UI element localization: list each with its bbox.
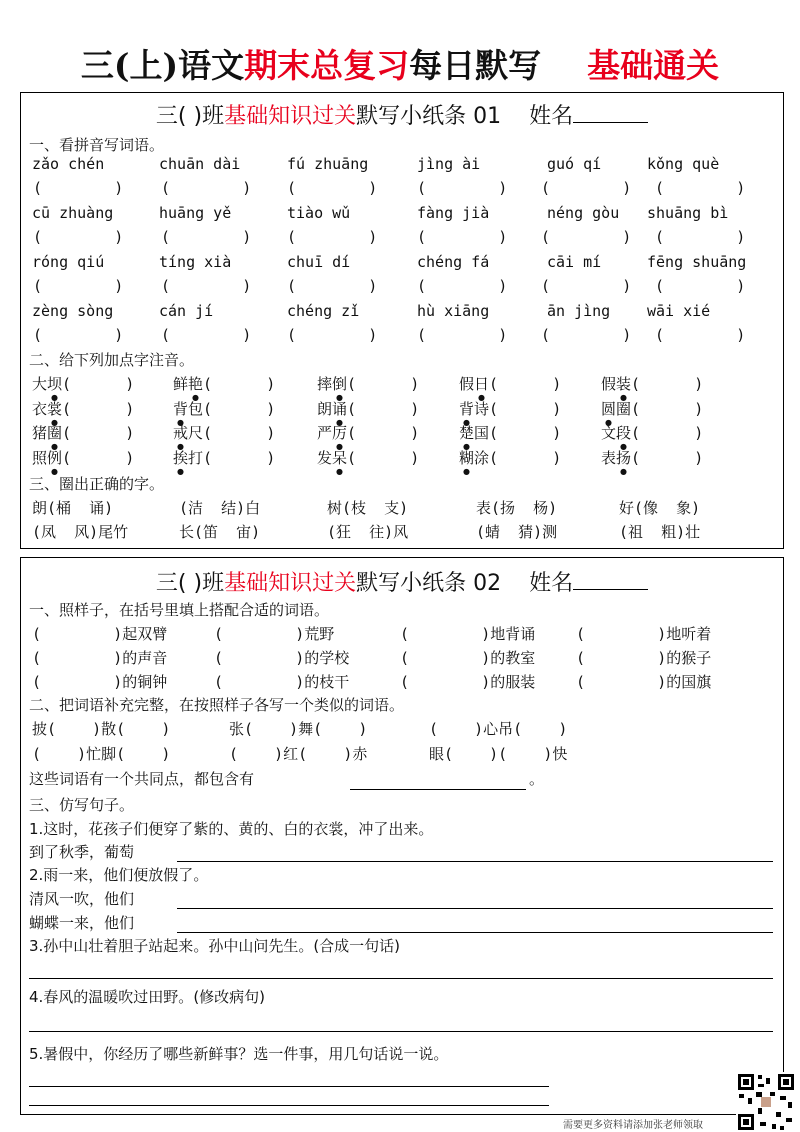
answer-paren[interactable]: ( ) [62, 399, 135, 418]
class-label: 三( )班 [155, 104, 225, 129]
answer-line[interactable] [29, 1105, 549, 1106]
answer-paren[interactable]: ( ) [489, 424, 562, 442]
question-2-lead-1: 清风一吹，他们 [29, 890, 135, 908]
answer-paren[interactable]: ( ) [203, 399, 276, 418]
pinyin-text: cū zhuàng [32, 204, 114, 222]
word-char: 打 [188, 448, 204, 467]
answer-paren[interactable]: ( ) [631, 448, 704, 467]
dotted-char: 装 [616, 375, 632, 393]
dotted-char: 日 [474, 375, 490, 393]
name-label: 姓名 [529, 571, 574, 596]
pinyin-text: guó qí [547, 155, 602, 173]
word-char: 鲜 [173, 375, 189, 393]
word-char: 国 [474, 424, 490, 442]
answer-paren[interactable]: ( ) [33, 277, 124, 295]
dotted-char: 坝 [47, 375, 63, 393]
pinyin-text: kǒng què [647, 155, 720, 173]
fill-phrase[interactable]: ( )地听着 [576, 625, 712, 643]
circle-choice[interactable]: (蜻 猜)测 [476, 523, 558, 541]
answer-paren[interactable]: ( ) [655, 326, 746, 344]
pinyin-text: shuāng bì [647, 204, 729, 222]
answer-paren[interactable]: ( ) [541, 326, 632, 344]
pinyin-text: hù xiāng [417, 302, 490, 320]
pinyin-text: fēng shuāng [647, 253, 747, 271]
common-point-text: 这些词语有一个共同点，都包含有 [29, 770, 255, 788]
word-char: 衣 [32, 399, 48, 418]
card-number: 默写小纸条 01 [356, 104, 502, 129]
answer-paren[interactable]: ( ) [655, 277, 746, 295]
circle-choice[interactable]: (狂 往)风 [327, 523, 409, 541]
word-char: 发 [317, 448, 333, 467]
pinyin-text: ān jìng [547, 302, 611, 320]
answer-paren[interactable]: ( ) [33, 179, 124, 197]
answer-paren[interactable]: ( ) [489, 448, 562, 467]
circle-choice[interactable]: (凤 风)尾竹 [32, 523, 129, 541]
fill-phrase[interactable]: ( )的铜钟 [32, 673, 168, 691]
circle-choice[interactable]: (洁 结)白 [179, 499, 261, 517]
fill-phrase[interactable]: ( )起双臂 [32, 625, 168, 643]
answer-paren[interactable]: ( ) [631, 424, 704, 442]
answer-line[interactable] [177, 932, 773, 933]
dictation-card-01 [20, 92, 784, 549]
pinyin-text: zèng sòng [32, 302, 114, 320]
fill-phrase[interactable]: ( )的声音 [32, 649, 168, 667]
fill-phrase[interactable]: ( )的服装 [400, 673, 536, 691]
idiom-blank[interactable]: 张( )舞( ) [229, 720, 368, 738]
word-char: 假 [601, 375, 617, 393]
answer-paren[interactable]: ( ) [161, 228, 252, 246]
fill-phrase[interactable]: ( )的枝干 [214, 673, 350, 691]
answer-paren[interactable]: ( ) [347, 375, 420, 393]
pinyin-text: fú zhuāng [287, 155, 369, 173]
answer-paren[interactable]: ( ) [417, 277, 508, 295]
circle-choice[interactable]: 朗(桶 诵) [32, 499, 114, 517]
question-1: 1.这时，花孩子们便穿了紫的、黄的、白的衣裳，冲了出来。 [29, 820, 434, 838]
answer-line[interactable] [29, 978, 773, 979]
card-topic: 基础知识过关 [224, 571, 357, 596]
pinyin-text: wāi xié [647, 302, 711, 320]
word-char: 假 [459, 375, 475, 393]
fill-phrase[interactable]: ( )地背诵 [400, 625, 536, 643]
idiom-blank[interactable]: ( )红( )赤 [229, 745, 368, 763]
dotted-char: 倒 [332, 375, 348, 393]
card-header [21, 566, 783, 597]
word-char: 朗 [317, 399, 333, 418]
fill-phrase[interactable]: ( )荒野 [214, 625, 335, 643]
fill-phrase[interactable]: ( )的猴子 [576, 649, 712, 667]
pinyin-text: chéng fá [417, 253, 490, 271]
dotted-char: 裳 [47, 399, 63, 418]
answer-paren[interactable]: ( ) [287, 179, 378, 197]
pinyin-text: fàng jià [417, 204, 490, 222]
zhuyin-item [173, 447, 275, 476]
card-topic: 基础知识过关 [224, 104, 357, 129]
question-4: 4.春风的温暖吹过田野。(修改病句) [29, 988, 266, 1006]
fill-phrase[interactable]: ( )的学校 [214, 649, 350, 667]
answer-paren[interactable]: ( ) [161, 179, 252, 197]
answer-paren[interactable]: ( ) [541, 277, 632, 295]
dotted-char: 扬 [616, 448, 632, 467]
answer-line[interactable] [29, 1086, 549, 1087]
answer-paren[interactable]: ( ) [541, 228, 632, 246]
question-2: 2.雨一来，他们便放假了。 [29, 866, 209, 884]
name-label: 姓名 [529, 104, 574, 129]
answer-paren[interactable]: ( ) [203, 424, 276, 442]
word-char: 表 [601, 448, 617, 467]
word-char: 尺 [188, 424, 204, 442]
section-heading: 二、给下列加点字注音。 [29, 351, 195, 369]
answer-paren[interactable]: ( ) [655, 228, 746, 246]
answer-paren[interactable]: ( ) [62, 448, 135, 467]
dotted-char: 艳 [188, 375, 204, 393]
dotted-char: 呆 [332, 448, 348, 467]
pinyin-text: chuān dài [159, 155, 241, 173]
footer-note: 需要更多资料请添加张老师领取 [563, 1120, 703, 1131]
dotted-char: 背 [459, 399, 475, 418]
answer-paren[interactable]: ( ) [161, 277, 252, 295]
word-char: 照 [32, 448, 48, 467]
title-part2: 期末总复习 [244, 46, 410, 85]
word-char: 大 [32, 375, 48, 393]
pinyin-text: chuī dí [287, 253, 351, 271]
answer-paren[interactable]: ( ) [62, 375, 135, 393]
name-field[interactable] [573, 569, 648, 590]
word-char: 涂 [474, 448, 490, 467]
circle-choice[interactable]: 长(笛 宙) [179, 523, 261, 541]
idiom-blank[interactable]: ( )心吊( ) [429, 720, 568, 738]
answer-paren[interactable]: ( ) [655, 179, 746, 197]
zhuyin-item [459, 447, 561, 476]
zhuyin-item [317, 447, 419, 476]
section-heading: 一、看拼音写词语。 [29, 136, 165, 154]
answer-paren[interactable]: ( ) [541, 179, 632, 197]
title-part4: 基础通关 [587, 46, 720, 85]
zhuyin-item [32, 447, 134, 476]
dotted-char: 挨 [173, 448, 189, 467]
answer-paren[interactable]: ( ) [287, 228, 378, 246]
circle-choice[interactable]: (祖 粗)壮 [619, 523, 701, 541]
dotted-char: 诵 [332, 399, 348, 418]
idiom-blank[interactable]: 披( )散( ) [32, 720, 171, 738]
pinyin-text: tíng xià [159, 253, 232, 271]
pinyin-text: cāi mí [547, 253, 602, 271]
pinyin-text: cán jí [159, 302, 214, 320]
common-point-end: 。 [529, 770, 545, 788]
pinyin-text: róng qiú [32, 253, 105, 271]
answer-paren[interactable]: ( ) [62, 424, 135, 442]
dotted-char: 圆 [601, 399, 617, 418]
question-5: 5.暑假中，你经历了哪些新鲜事？选一件事，用几句话说一说。 [29, 1045, 449, 1063]
common-point-answer-line[interactable] [350, 789, 526, 790]
answer-paren[interactable]: ( ) [161, 326, 252, 344]
circle-choice[interactable]: 好(像 象) [619, 499, 701, 517]
answer-paren[interactable]: ( ) [347, 399, 420, 418]
answer-paren[interactable]: ( ) [203, 448, 276, 467]
answer-paren[interactable]: ( ) [489, 399, 562, 418]
fill-phrase[interactable]: ( )的教室 [400, 649, 536, 667]
dotted-char: 戒 [173, 424, 189, 442]
section-heading: 一、照样子，在括号里填上搭配合适的词语。 [29, 601, 330, 619]
class-label: 三( )班 [155, 571, 225, 596]
fill-phrase[interactable]: ( )的国旗 [576, 673, 712, 691]
answer-paren[interactable]: ( ) [203, 375, 276, 393]
dotted-char: 楚 [459, 424, 475, 442]
name-field[interactable] [573, 102, 648, 123]
word-char: 摔 [317, 375, 333, 393]
answer-paren[interactable]: ( ) [631, 399, 704, 418]
pinyin-text: néng gòu [547, 204, 620, 222]
answer-paren[interactable]: ( ) [347, 448, 420, 467]
qr-code-icon [736, 1072, 796, 1132]
answer-paren[interactable]: ( ) [417, 179, 508, 197]
title-part3: 每日默写 [409, 46, 542, 85]
answer-paren[interactable]: ( ) [631, 375, 704, 393]
pinyin-text: huāng yě [159, 204, 232, 222]
answer-paren[interactable]: ( ) [417, 228, 508, 246]
title-part1: 三(上)语文 [80, 46, 245, 85]
dotted-char: 段 [616, 424, 632, 442]
dotted-char: 圈 [47, 424, 63, 442]
answer-paren[interactable]: ( ) [33, 326, 124, 344]
answer-paren[interactable]: ( ) [489, 375, 562, 393]
pinyin-text: tiào wǔ [287, 204, 351, 222]
answer-paren[interactable]: ( ) [33, 228, 124, 246]
answer-paren[interactable]: ( ) [287, 326, 378, 344]
pinyin-text: zǎo chén [32, 155, 105, 173]
word-char: 猪 [32, 424, 48, 442]
question-2-lead-2: 蝴蝶一来，他们 [29, 914, 135, 932]
word-char: 包 [188, 399, 204, 418]
pinyin-text: chéng zǐ [287, 302, 360, 320]
word-char: 文 [601, 424, 617, 442]
dotted-char: 厉 [332, 424, 348, 442]
dictation-card-02 [20, 557, 784, 1115]
card-number: 默写小纸条 02 [356, 571, 502, 596]
answer-line[interactable] [177, 908, 773, 909]
answer-paren[interactable]: ( ) [287, 277, 378, 295]
answer-paren[interactable]: ( ) [347, 424, 420, 442]
word-char: 圈 [616, 399, 632, 418]
page-title [0, 40, 800, 87]
pinyin-text: jìng ài [417, 155, 481, 173]
section-heading: 二、把词语补充完整，在按照样子各写一个类似的词语。 [29, 696, 405, 714]
circle-choice[interactable]: 树(枝 支) [327, 499, 409, 517]
word-char: 严 [317, 424, 333, 442]
idiom-blank[interactable]: 眼( )( )快 [429, 745, 568, 763]
section-heading: 三、仿写句子。 [29, 796, 135, 814]
circle-choice[interactable]: 表(扬 杨) [476, 499, 558, 517]
dotted-char: 背 [173, 399, 189, 418]
answer-line[interactable] [29, 1031, 773, 1032]
answer-line[interactable] [177, 861, 773, 862]
zhuyin-item [601, 447, 703, 476]
section-heading: 三、圈出正确的字。 [29, 475, 165, 493]
question-3: 3.孙中山壮着胆子站起来。孙中山问先生。(合成一句话) [29, 937, 401, 955]
question-1-lead: 到了秋季，葡萄 [29, 843, 135, 861]
card-header [21, 99, 783, 130]
dotted-char: 例 [47, 448, 63, 467]
word-char: 诗 [474, 399, 490, 418]
idiom-blank[interactable]: ( )忙脚( ) [32, 745, 171, 763]
dotted-char: 糊 [459, 448, 475, 467]
answer-paren[interactable]: ( ) [417, 326, 508, 344]
